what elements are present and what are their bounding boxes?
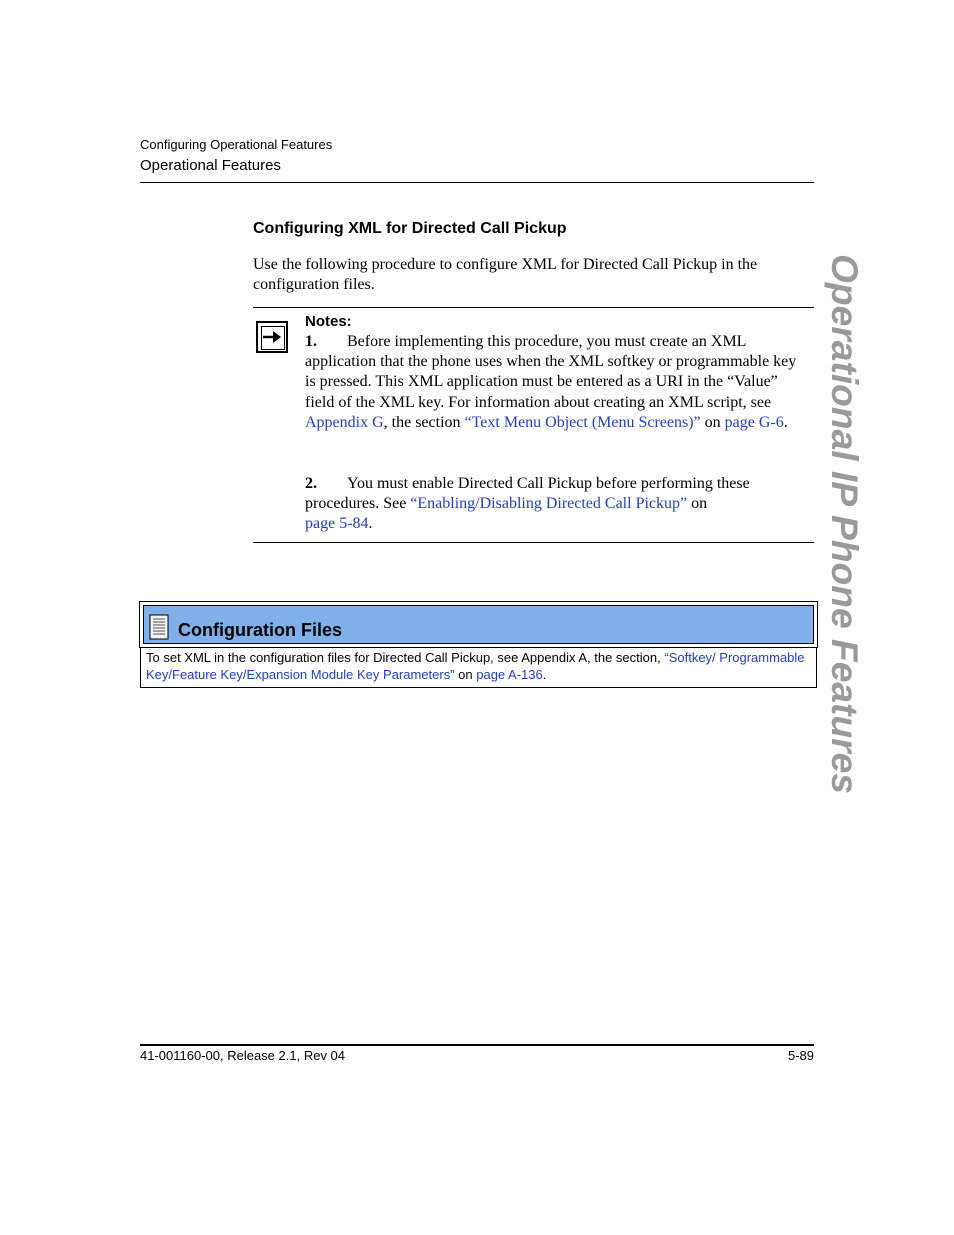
page-5-84-link[interactable]: page 5-84 xyxy=(305,515,369,533)
config-text: . xyxy=(542,667,547,682)
config-text: To set XML in the configuration files for Directed Call Pickup, see Appendix A, the section, xyxy=(146,650,665,665)
configuration-files-title: Configuration Files xyxy=(178,620,342,640)
intro-paragraph: Use the following procedure to configure XML for Directed Call Pickup in the configuration files. xyxy=(253,256,758,293)
note-item-1 xyxy=(305,332,810,433)
config-text: on xyxy=(454,667,477,682)
section-heading: Configuring XML for Directed Call Pickup xyxy=(253,220,567,237)
note-text: , the section xyxy=(383,413,465,431)
arrow-right-icon xyxy=(256,321,288,353)
configuration-files-text xyxy=(146,649,811,683)
note-text: on xyxy=(700,413,725,431)
note-rule-top xyxy=(253,307,814,308)
note-text: . xyxy=(783,413,788,431)
configuration-files-body xyxy=(140,648,817,688)
side-tab-label: Operational IP Phone Features xyxy=(824,254,865,792)
note-text: on xyxy=(687,495,708,513)
configuration-files-header-frame xyxy=(139,601,818,648)
footer-page-number: 5-89 xyxy=(787,1048,814,1063)
note-rule-bottom xyxy=(253,542,814,543)
text-menu-object-link[interactable]: “Text Menu Object (Menu Screens)” xyxy=(464,413,701,431)
running-head-chapter: Configuring Operational Features xyxy=(140,137,333,152)
enabling-directed-call-pickup-link[interactable]: “Enabling/Disabling Directed Call Pickup” xyxy=(410,495,688,513)
appendix-g-link[interactable]: Appendix G xyxy=(305,413,384,431)
configuration-files-box xyxy=(139,601,818,688)
note-text: You must enable Directed Call Pickup before performing these procedures. See xyxy=(305,475,750,513)
running-head-section: Operational Features xyxy=(140,157,281,174)
side-tab xyxy=(818,250,866,800)
note-text: . xyxy=(368,515,373,533)
note-text: Before implementing this procedure, you must create an XML application that the phone uses when the XML softkey or programmable key is pressed. This XML application must be entered as a URI in the “Value” field of the XML key. For information about creating an XML script, see xyxy=(305,333,797,411)
header-rule xyxy=(140,182,814,183)
notes-title: Notes: xyxy=(305,313,352,330)
configuration-files-header xyxy=(143,605,814,644)
note-number: 2. xyxy=(305,475,317,492)
page-g6-link[interactable]: page G-6 xyxy=(724,413,784,431)
footer-rule xyxy=(140,1044,814,1046)
page-a136-link[interactable]: page A-136 xyxy=(476,667,543,682)
note-number: 1. xyxy=(305,333,317,350)
softkey-parameters-link[interactable]: “Softkey/ Programmable Key/Feature Key/Expansion Module Key Parameters” xyxy=(146,650,805,682)
document-icon xyxy=(148,614,170,640)
note-item-2 xyxy=(305,474,810,535)
footer-document-id: 41-001160-00, Release 2.1, Rev 04 xyxy=(140,1048,346,1063)
